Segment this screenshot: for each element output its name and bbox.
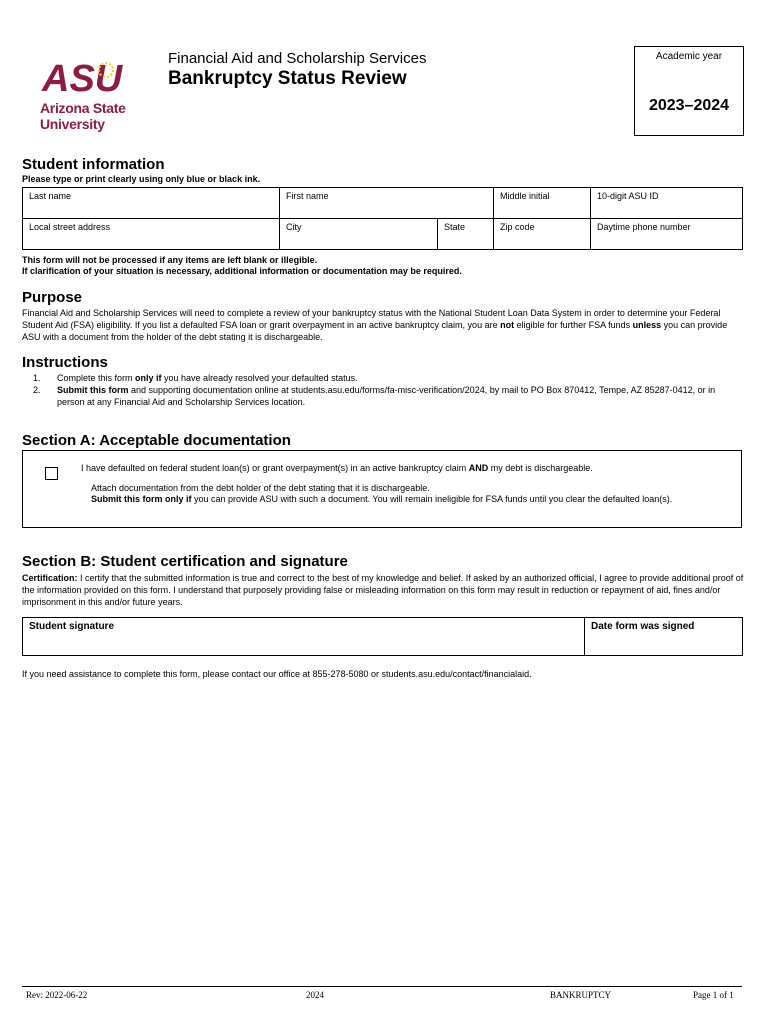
date-signed-label: Date form was signed — [591, 621, 695, 632]
purpose-heading: Purpose — [22, 289, 83, 306]
last-name-field[interactable] — [23, 188, 280, 219]
street-address-field[interactable] — [23, 219, 280, 250]
footer-form-code: BANKRUPTCY — [550, 990, 612, 1000]
asu-logo — [40, 58, 140, 136]
state-field[interactable] — [438, 219, 494, 250]
signature-label: Student signature — [29, 621, 115, 632]
signature-table — [22, 617, 743, 656]
instruction-item-1: 1. Complete this form only if you have already resolved your defaulted status. — [33, 373, 358, 383]
instructions-heading: Instructions — [22, 354, 108, 371]
form-title: Bankruptcy Status Review — [168, 68, 407, 89]
street-address-label: Local street address — [29, 222, 111, 232]
asu-id-label: 10-digit ASU ID — [597, 191, 659, 201]
footer-year: 2024 — [306, 990, 324, 1000]
section-a-instructions: Attach documentation from the debt holder of the debt stating that it is dischargeable. Submit this form only if you can provide ASU with such a document. You will remain ineligible for FSA funds until you clear the defaulted loan(s). — [91, 483, 673, 504]
section-a-option-text: I have defaulted on federal student loan(s) or grant overpayment(s) in an active bankruptcy claim AND my debt is dischargeable. — [81, 463, 593, 473]
first-name-field[interactable] — [280, 188, 494, 219]
academic-year-box — [634, 46, 744, 136]
student-info-table — [22, 187, 743, 250]
middle-initial-field[interactable] — [494, 188, 591, 219]
assistance-text: If you need assistance to complete this form, please contact our office at 855-278-5080 or students.asu.edu/contact/financialaid. — [22, 669, 532, 679]
student-signature-field[interactable] — [23, 618, 585, 656]
asu-logo-mark — [40, 58, 124, 96]
section-a-box — [22, 450, 742, 528]
logo-text-line1: Arizona State — [40, 100, 126, 116]
phone-field[interactable] — [591, 219, 743, 250]
student-info-heading: Student information — [22, 156, 165, 173]
section-a-heading: Section A: Acceptable documentation — [22, 432, 291, 449]
logo-text-line2: University — [40, 116, 105, 132]
certification-text: Certification: I certify that the submitted information is true and correct to the best of my knowledge and belief. If asked by an authorized official, I agree to provide additional proof of the information provided on this form. I understand that purposely providing false or misleading information on this form may result in reduction or repayment of aid, fines and/or imprisonment in this and/or future years. — [22, 573, 744, 607]
dischargeable-checkbox[interactable] — [45, 467, 58, 480]
purpose-text: Financial Aid and Scholarship Services will need to complete a review of your bankruptcy status with the National Student Loan Data System in order to determine your Federal Student Aid (FSA) eligibility. If you list a defaulted FSA loan or grant overpayment in an active bankruptcy claim, you are not eligible for further FSA funds unless you can provide ASU with a document from the holder of the debt stating it is dischargeable. — [22, 308, 728, 342]
zip-code-label: Zip code — [500, 222, 535, 232]
svg-text:ASU: ASU — [42, 58, 123, 96]
academic-year-value: 2023–2024 — [648, 97, 730, 114]
footer-revision: Rev: 2022-06-22 — [26, 990, 88, 1000]
academic-year-label: Academic year — [655, 51, 723, 62]
department-name: Financial Aid and Scholarship Services — [168, 50, 427, 67]
asu-id-field[interactable] — [591, 188, 743, 219]
ink-instruction: Please type or print clearly using only blue or black ink. — [22, 174, 261, 184]
last-name-label: Last name — [29, 191, 72, 201]
city-label: City — [286, 222, 302, 232]
warning-blank: This form will not be processed if any items are left blank or illegible. — [22, 255, 318, 265]
phone-label: Daytime phone number — [597, 222, 691, 232]
middle-initial-label: Middle initial — [500, 191, 550, 201]
city-field[interactable] — [280, 219, 438, 250]
state-label: State — [444, 222, 466, 232]
footer-page-number: Page 1 of 1 — [693, 990, 734, 1000]
first-name-label: First name — [286, 191, 329, 201]
zip-code-field[interactable] — [494, 219, 591, 250]
warning-clarification: If clarification of your situation is necessary, additional information or documentation may be required. — [22, 266, 462, 276]
footer-divider — [22, 986, 742, 987]
instruction-item-2: 2. Submit this form and supporting documentation online at students.asu.edu/forms/fa-misc-verification/2024, by mail to PO Box 870412, Tempe, AZ 85287-0412, or in person at any Financial Aid and Scholarship Services location. — [33, 385, 716, 407]
date-signed-field[interactable] — [585, 618, 743, 656]
section-b-heading: Section B: Student certification and signature — [22, 553, 348, 570]
